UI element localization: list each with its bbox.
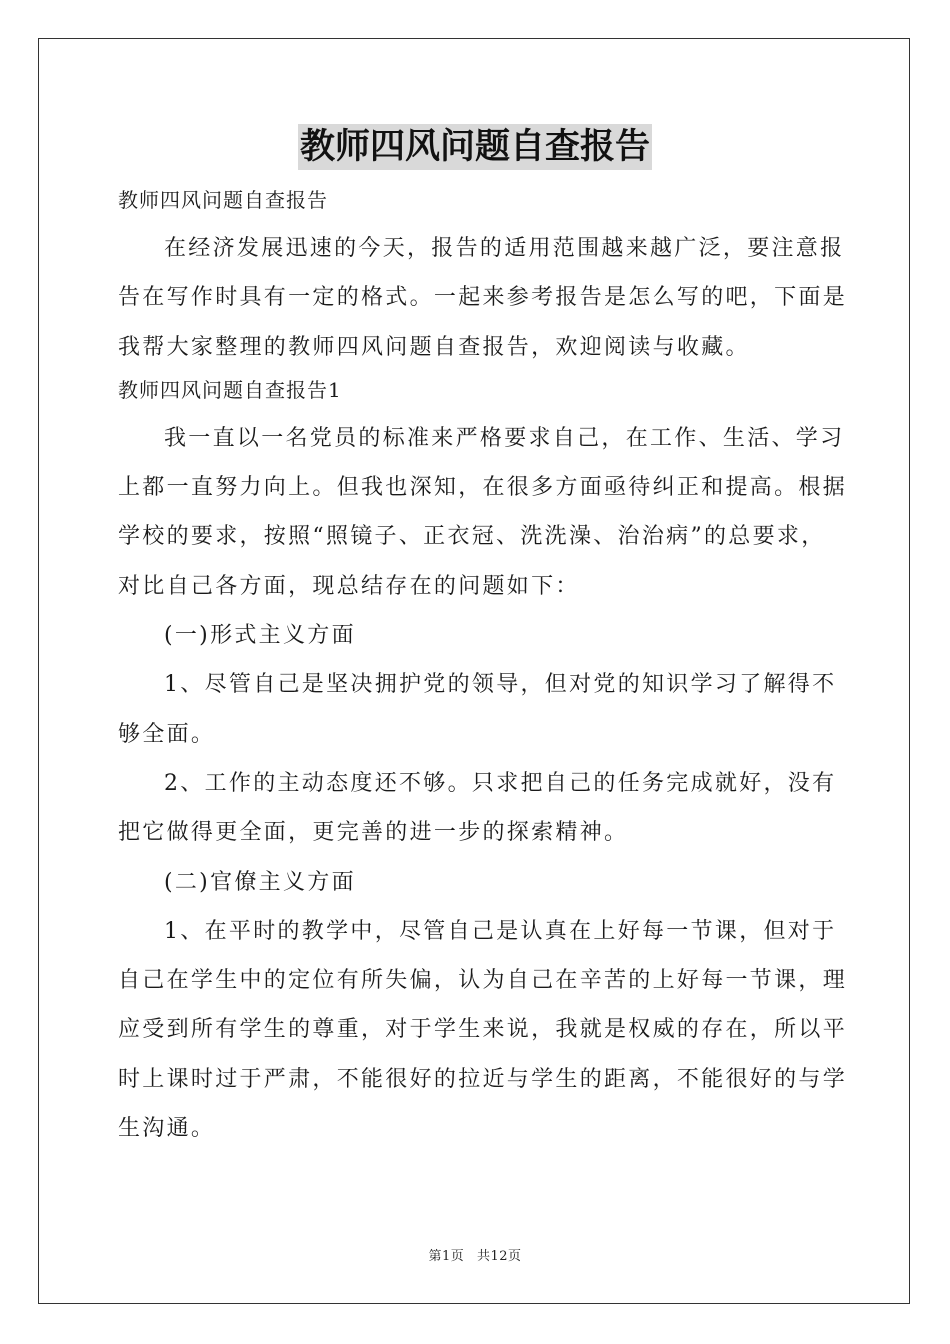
section-heading: 教师四风问题自查报告1 xyxy=(118,377,342,402)
document-title: 教师四风问题自查报告 xyxy=(298,124,652,170)
paragraph-line: 上都一直努力向上。但我也深知，在很多方面亟待纠正和提高。根据 xyxy=(118,475,848,501)
paragraph-line: 把它做得更全面，更完善的进一步的探索精神。 xyxy=(118,820,629,846)
paragraph-line: 生沟通。 xyxy=(118,1116,216,1142)
paragraph-line: 1、尽管自己是坚决拥护党的领导，但对党的知识学习了解得不 xyxy=(164,672,837,698)
paragraph-line: 够全面。 xyxy=(118,721,216,747)
paragraph-line: 告在写作时具有一定的格式。一起来参考报告是怎么写的吧，下面是 xyxy=(118,285,848,311)
part-heading-formalism: (一)形式主义方面 xyxy=(164,623,356,649)
paragraph-line: 1、在平时的教学中，尽管自己是认真在上好每一节课，但对于 xyxy=(164,918,837,944)
paragraph-line: 学校的要求，按照“照镜子、正衣冠、洗洗澡、治治病”的总要求， xyxy=(118,524,826,550)
intro-paragraph xyxy=(118,224,848,372)
paragraph-line: 2、工作的主动态度还不够。只求把自己的任务完成就好，没有 xyxy=(164,770,837,796)
paragraph-line: 在经济发展迅速的今天，报告的适用范围越来越广泛，要注意报 xyxy=(164,236,845,261)
page-total: 共12页 xyxy=(476,1249,522,1264)
part2-item-1 xyxy=(118,907,848,1153)
paragraph-line: 时上课时过于严肃，不能很好的拉近与学生的距离，不能很好的与学 xyxy=(118,1066,848,1092)
paragraph-1 xyxy=(118,414,848,611)
page-footer xyxy=(0,1245,950,1264)
title-container xyxy=(0,124,950,170)
paragraph-line: 对比自己各方面，现总结存在的问题如下： xyxy=(118,573,580,599)
paragraph-line: 我一直以一名党员的标准来严格要求自己，在工作、生活、学习 xyxy=(164,425,845,451)
subtitle: 教师四风问题自查报告 xyxy=(118,188,328,212)
part1-item-2 xyxy=(118,759,837,858)
document-body xyxy=(118,182,848,1153)
page-number: 第1页 xyxy=(428,1249,465,1264)
paragraph-line: 我帮大家整理的教师四风问题自查报告，欢迎阅读与收藏。 xyxy=(118,334,750,360)
paragraph-line: 应受到所有学生的尊重，对于学生来说，我就是权威的存在，所以平 xyxy=(118,1017,848,1043)
paragraph-line: 自己在学生中的定位有所失偏，认为自己在辛苦的上好每一节课，理 xyxy=(118,968,848,994)
part-heading-bureaucracy: (二)官僚主义方面 xyxy=(164,869,356,895)
part1-item-1 xyxy=(118,660,837,759)
